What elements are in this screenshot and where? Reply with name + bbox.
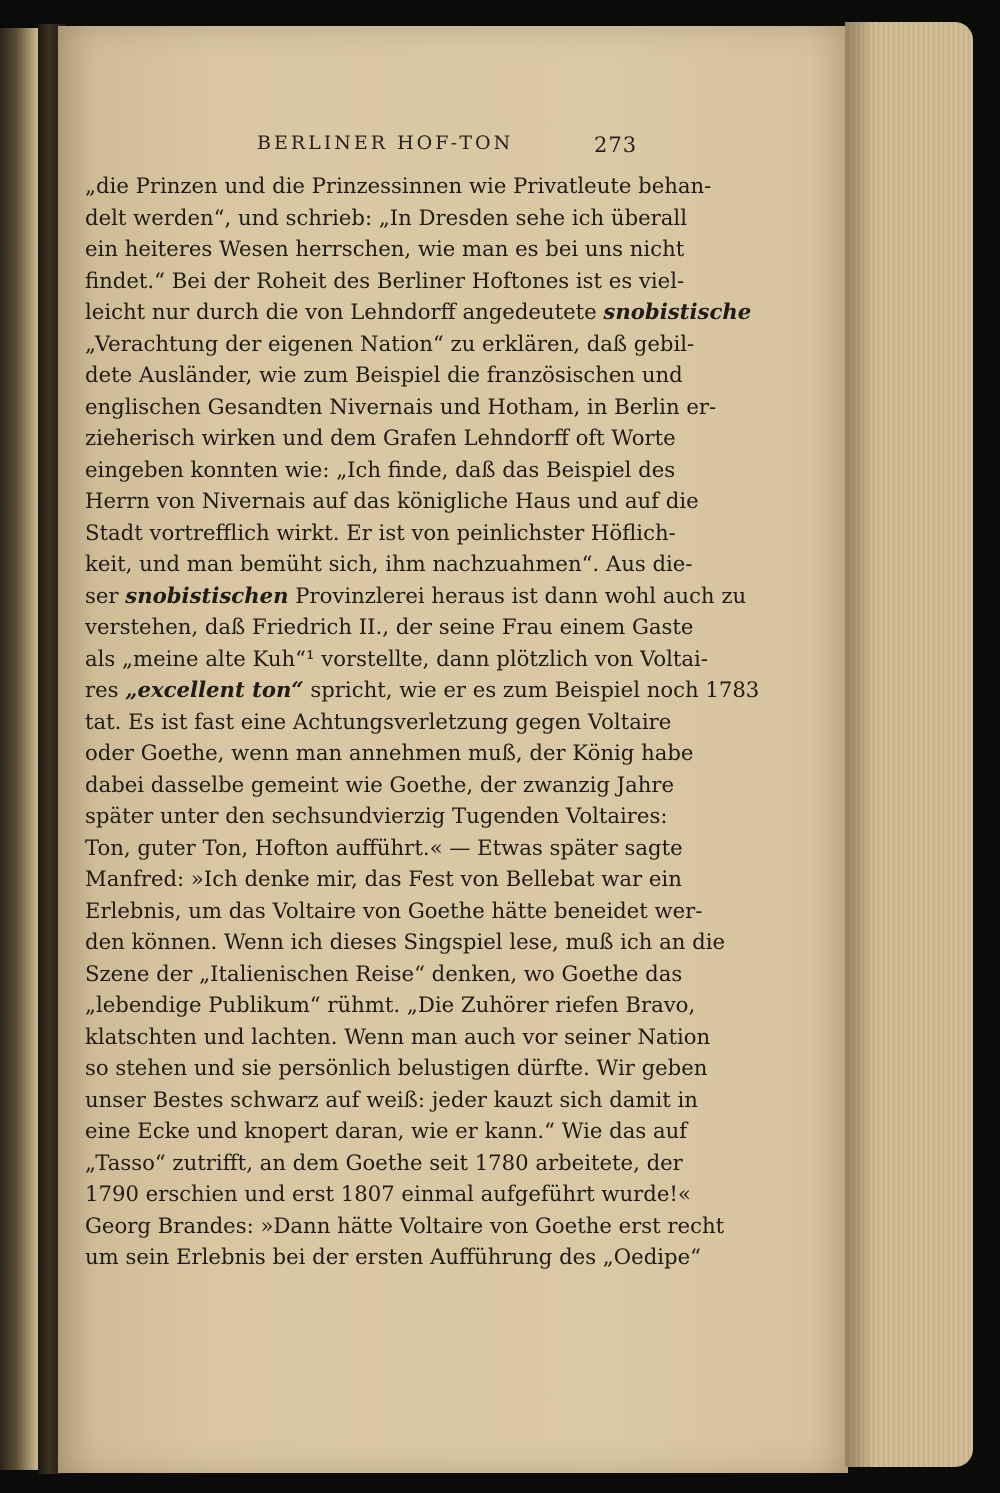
text-line: tat. Es ist fast eine Achtungsverletzung gegen Voltaire — [85, 708, 672, 734]
text-line: „lebendige Publikum“ rühmt. „Die Zuhörer riefen Bravo, — [85, 992, 696, 1017]
text-line: eingeben konnten wie: „Ich finde, daß das Beispiel des — [85, 456, 676, 482]
text-line: Ton, guter Ton, Hofton aufführt.« — Etwas später sagte — [85, 834, 683, 860]
text-segment: Provinzlerei heraus ist dann wohl auch zu — [288, 582, 747, 608]
text-line: Erlebnis, um das Voltaire von Goethe hätte beneidet wer- — [85, 897, 703, 923]
text-line — [85, 296, 752, 328]
text-line: Georg Brandes: »Dann hätte Voltaire von Goethe erst recht — [85, 1212, 725, 1238]
text-line: 1790 erschien und erst 1807 einmal aufgeführt wurde!« — [85, 1181, 691, 1206]
italic-emphasis: snobistischen — [125, 582, 289, 608]
text-line — [85, 580, 747, 612]
text-line: als „meine alte Kuh“¹ vorstellte, dann plötzlich von Voltai- — [85, 645, 708, 671]
text-line: dabei dasselbe gemeint wie Goethe, der zwanzig Jahre — [85, 771, 675, 797]
text-line: „die Prinzen und die Prinzessinnen wie Privatleute behan- — [85, 173, 712, 198]
text-line: oder Goethe, wenn man annehmen muß, der König habe — [85, 740, 694, 765]
text-line — [85, 674, 760, 706]
page-block-shadow — [845, 22, 875, 1467]
body-text — [85, 170, 760, 1273]
text-line: später unter den sechsundvierzig Tugenden Voltaires: — [85, 803, 668, 828]
text-line: unser Bestes schwarz auf weiß: jeder kauzt sich damit in — [85, 1086, 698, 1112]
text-line: so stehen und sie persönlich belustigen dürfte. Wir geben — [85, 1055, 708, 1080]
text-segment: leicht nur durch die von Lehndorff angedeutete — [85, 299, 604, 324]
text-line: findet.“ Bei der Roheit des Berliner Hoftones ist es viel- — [85, 267, 685, 293]
text-line: zieherisch wirken und dem Grafen Lehndorff oft Worte — [85, 425, 676, 450]
text-line: Manfred: »Ich denke mir, das Fest von Bellebat war ein — [85, 866, 682, 891]
running-head: BERLINER HOF-TON — [257, 132, 514, 154]
text-line: englischen Gesandten Nivernais und Hotham, in Berlin er- — [85, 393, 717, 419]
text-line: delt werden“, und schrieb: „In Dresden sehe ich überall — [85, 204, 687, 230]
text-line: „Verachtung der eigenen Nation“ zu erklären, daß gebil- — [85, 330, 695, 356]
text-line: eine Ecke und knopert daran, wie er kann.“ Wie das auf — [85, 1118, 688, 1143]
text-line: verstehen, daß Friedrich II., der seine Frau einem Gaste — [85, 614, 694, 639]
italic-emphasis: „excellent ton“ — [125, 677, 304, 702]
text-line: klatschten und lachten. Wenn man auch vor seiner Nation — [85, 1023, 711, 1049]
text-line: dete Ausländer, wie zum Beispiel die französischen und — [85, 362, 683, 387]
text-segment: res — [85, 677, 126, 702]
text-line: um sein Erlebnis bei der ersten Aufführung des „Oedipe“ — [85, 1244, 701, 1269]
text-line: Stadt vortrefflich wirkt. Er ist von peinlichster Höflich- — [85, 519, 676, 545]
text-segment: ser — [85, 582, 126, 608]
italic-emphasis: snobistische — [603, 299, 752, 324]
text-line: Szene der „Italienischen Reise“ denken, wo Goethe das — [85, 960, 683, 986]
text-line: den können. Wenn ich dieses Singspiel lese, muß ich an die — [85, 929, 726, 954]
text-line: Herrn von Nivernais auf das königliche Haus und auf die — [85, 488, 699, 513]
text-line: „Tasso“ zutrifft, an dem Goethe seit 1780 arbeitete, der — [85, 1149, 683, 1175]
text-segment: spricht, wie er es zum Beispiel noch 1783 — [303, 677, 760, 702]
text-line: ein heiteres Wesen herrschen, wie man es bei uns nicht — [85, 236, 685, 261]
page-number: 273 — [594, 133, 638, 157]
text-line: keit, und man bemüht sich, ihm nachzuahmen“. Aus die- — [85, 551, 693, 576]
